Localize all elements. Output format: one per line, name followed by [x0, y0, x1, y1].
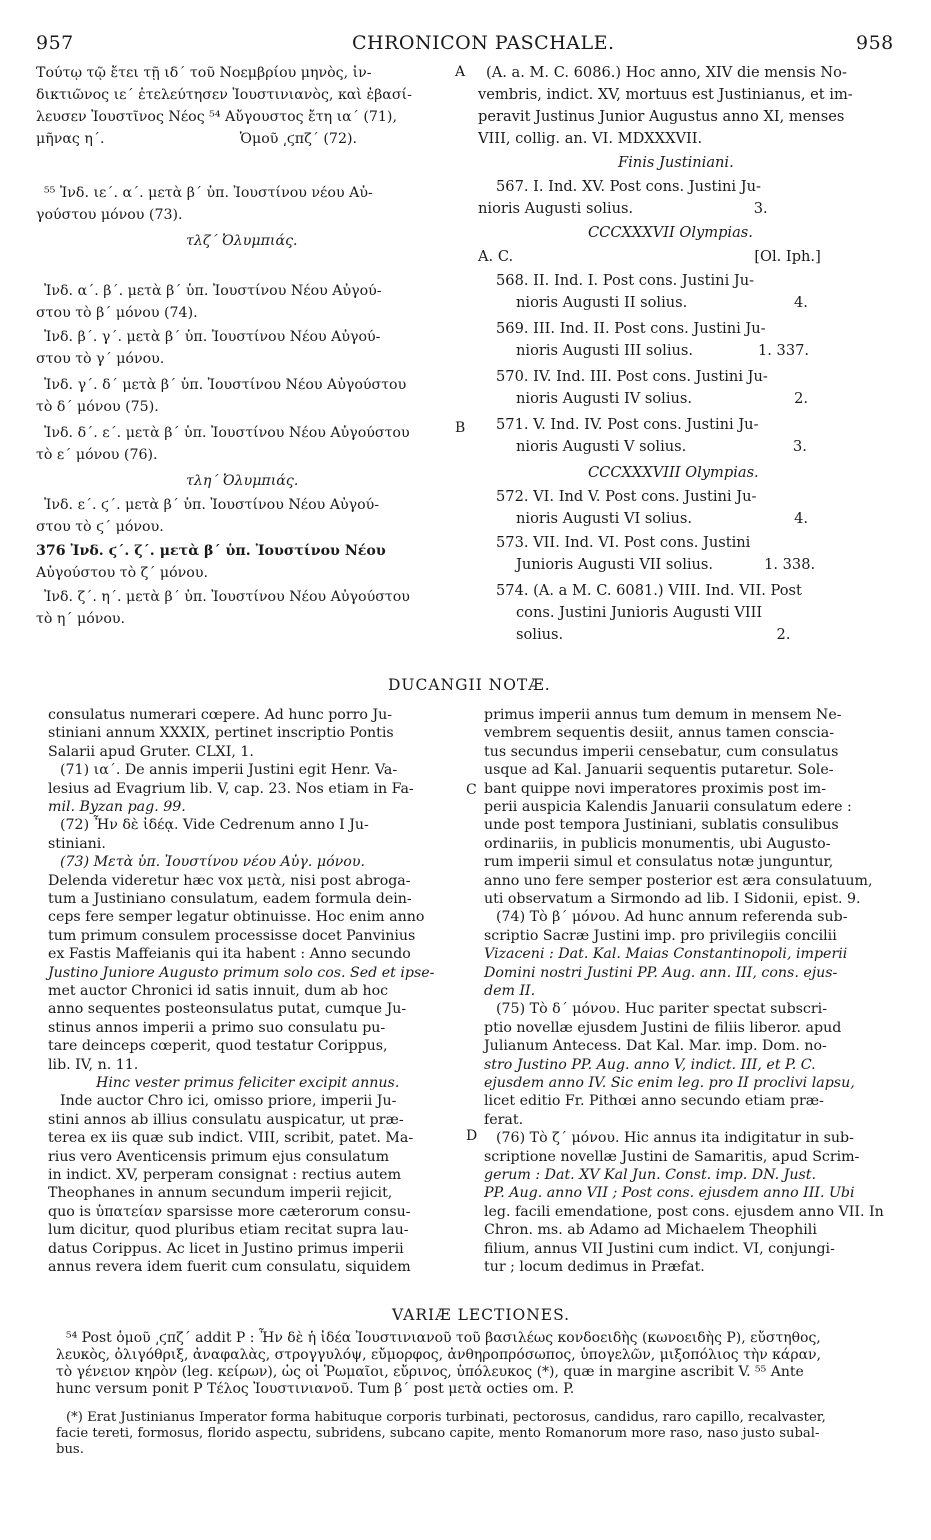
note-line: mil. Byzan pag. 99. [48, 799, 186, 815]
olympiad-heading: CCCXXXVIII Olympias. [588, 464, 759, 481]
greek-line: Αὐγούστου τὸ ζ΄ μόνου. [36, 565, 208, 581]
footnote [56, 1410, 904, 1466]
page-number-left: 957 [36, 32, 74, 54]
note-line: ordinariis, in publicis monumentis, ubi Augusto- [484, 835, 831, 852]
greek-line: ⁵⁵ Ἰνδ. ιε΄. α΄. μετὰ β΄ ὑπ. Ἰουστίνου νέου Αὐ- [44, 185, 373, 201]
note-line: tum primum consulem processisse docet Panvinius [48, 927, 416, 944]
note-line: Chron. ms. ab Adamo ad Michaelem Theophili [484, 1222, 817, 1239]
latin-line: nioris Augusti solius. 3. [478, 200, 768, 217]
latin-line: A. C. [Ol. Iph.] [478, 248, 821, 265]
page-number-right: 958 [856, 32, 894, 54]
notes-right-column [484, 706, 896, 1286]
greek-line: στου τὸ ϛ΄ μόνου. [36, 519, 164, 535]
note-line: Inde auctor Chro ici, omisso priore, imperii Ju- [60, 1093, 397, 1110]
greek-line: δικτιῶνος ιε΄ ἐτελεύτησεν Ἰουστινιανὸς, καὶ ἐβασί- [36, 87, 412, 103]
margin-letter-a: A [455, 64, 466, 80]
latin-line: cons. Justini Junioris Augusti VIII [516, 604, 763, 621]
note-line: anno sequentes posteonsulatus putat, cumque Ju- [48, 1001, 407, 1018]
note-line: stro Justino PP. Aug. anno V, indict. III, et P. C. [484, 1056, 816, 1073]
olympiad-heading: CCCXXXVII Olympias. [588, 224, 753, 241]
note-line: Justino Juniore Augusto primum solo cos. Sed et ipse- [48, 964, 435, 981]
latin-line: nioris Augusti II solius. 4. [516, 294, 808, 311]
greek-line: Ἰνδ. ε΄. ϛ΄. μετὰ β΄ ὑπ. Ἰουστίνου Νέου Αὐγού- [44, 497, 380, 513]
note-line: uti observatum a Sirmondo ad lib. I Sidonii, epist. 9. [484, 891, 861, 907]
note-line: bant quippe novi imperatores proximis post im- [484, 780, 827, 797]
running-title: CHRONICON PASCHALE. [352, 32, 615, 54]
margin-letter-c: C [466, 782, 477, 798]
note-line: unde post tempora Justiniani, sublatis consulibus [484, 817, 839, 834]
latin-column [478, 62, 898, 662]
note-line: met auctor Chronici id satis innuit, dum ab hoc [48, 983, 389, 999]
notes-left-column [48, 706, 460, 1286]
note-line: Vizaceni : Dat. Kal. Maias Constantinopoli, imperii [484, 946, 848, 963]
note-line: Hinc vester primus feliciter excipit annus. [96, 1075, 400, 1091]
note-line: Julianum Antecess. Dat Kal. Mar. imp. Dom. no- [484, 1038, 827, 1055]
note-line: Salarii apud Gruter. CLXI, 1. [48, 743, 254, 760]
greek-line: μῆνας η΄. Ὁμοῦ ͵ϛπζ΄ (72). [36, 131, 358, 147]
latin-line: nioris Augusti III solius. 1. 337. [516, 342, 810, 359]
latin-line: (A. a. M. C. 6086.) Hoc anno, XIV die mensis No- [486, 64, 847, 81]
note-line: usque ad Kal. Januarii sequentis putaretur. Sole- [484, 762, 834, 779]
latin-line: solius. 2. [516, 626, 791, 643]
greek-line: Ἰνδ. δ΄. ε΄. μετὰ β΄ ὑπ. Ἰουστίνου Νέου Αὐγούστου [44, 425, 410, 441]
olympiad-heading: τλζ΄ Ὀλυμπιάς. [186, 233, 298, 249]
note-line: tus secundus imperii censebatur, cum consulatus [484, 743, 839, 760]
note-line: (76) Τὸ ζ΄ μόνου. Hic annus ita indigitatur in sub- [496, 1130, 854, 1147]
greek-line: τὸ δ΄ μόνου (75). [36, 399, 159, 415]
note-line: filium, annus VII Justini cum indict. VI, conjungi- [484, 1240, 835, 1257]
variae-line: τὸ γένειον κηρὸν (leg. κείρων), ὡς οἱ Ῥωμαῖοι, εὔρινος, ὑπόλευκος (*), quæ in margine ascribit V. ⁵⁵ Ante [56, 1364, 804, 1380]
note-line: dem II. [484, 983, 536, 999]
latin-line: 570. IV. Ind. III. Post cons. Justini Ju- [496, 368, 768, 385]
greek-line: τὸ ε΄ μόνου (76). [36, 447, 158, 463]
note-line: tur ; locum dedimus in Præfat. [484, 1259, 705, 1275]
olympiad-heading: τλη΄ Ὀλυμπιάς. [186, 473, 299, 489]
note-line: consulatus numerari cœpere. Ad hunc porro Ju- [48, 707, 393, 723]
variae-line: hunc versum ponit P Τέλος Ἰουστινιανοῦ. Tum β΄ post μετὰ octies om. P. [56, 1381, 575, 1397]
note-line: stiniani. [48, 835, 106, 852]
note-line: anno uno fere semper posterior est æra consulatuum, [484, 872, 873, 889]
variae-line: λευκὸς, ὀλιγόθριξ, ἀναφαλὰς, στρογγυλόψ, εὔμορφος, ἀνθηροπρόσωπος, ὑπογελῶν, μιξοπόλιος τὴν κάραν, [56, 1347, 822, 1363]
note-line: Domini nostri Justini PP. Aug. ann. III, cons. ejus- [484, 964, 838, 981]
note-line: (75) Τὸ δ΄ μόνου. Huc pariter spectat subscri- [496, 1001, 827, 1018]
latin-line: 572. VI. Ind V. Post cons. Justini Ju- [496, 488, 757, 505]
note-line: tare deinceps cœperit, quod testatur Corippus, [48, 1038, 388, 1055]
latin-line: nioris Augusti VI solius. 4. [516, 510, 809, 527]
latin-line: 571. V. Ind. IV. Post cons. Justini Ju- [496, 416, 759, 433]
note-line: vembrem sequentis desiit, annus tamen conscia- [484, 725, 835, 742]
note-line: lum dicitur, quod pluribus etiam recitat supra lau- [48, 1222, 409, 1239]
greek-line: Ἰνδ. β΄. γ΄. μετὰ β΄ ὑπ. Ἰουστίνου Νέου Αὐγού- [44, 329, 381, 345]
note-line: terea ex iis quæ sub indict. VIII, scribit, patet. Ma- [48, 1130, 414, 1147]
latin-line: 573. VII. Ind. VI. Post cons. Justini [496, 534, 751, 551]
note-line: leg. facili emendatione, post cons. ejusdem anno VII. In [484, 1203, 884, 1220]
note-line: stinus annos imperii a primo suo consulatu pu- [48, 1019, 386, 1036]
greek-line: Ἰνδ. α΄. β΄. μετὰ β΄ ὑπ. Ἰουστίνου Νέου Αὐγού- [44, 283, 382, 299]
note-line: PP. Aug. anno VII ; Post cons. ejusdem anno III. Ubi [484, 1185, 855, 1202]
note-line: gerum : Dat. XV Kal Jun. Const. imp. DN. Just. [484, 1167, 816, 1183]
footnote-line: (*) Erat Justinianus Imperator forma habituque corporis turbinati, pectorosus, candidus, raro capillo, recalvaster, [66, 1410, 826, 1425]
greek-line: στου τὸ β΄ μόνου (74). [36, 305, 198, 321]
note-line: ptio novellæ ejusdem Justini de filiis liberor. apud [484, 1019, 842, 1036]
footnote-line: bus. [56, 1442, 84, 1457]
note-line: rius vero Aventicensis primum ejus consulatum [48, 1148, 390, 1165]
greek-column [36, 62, 456, 662]
note-line: rum imperii simul et consulatus notæ junguntur, [484, 854, 834, 871]
latin-line: 568. II. Ind. I. Post cons. Justini Ju- [496, 272, 755, 289]
note-line: ex Fastis Maffeianis qui ita habent : Anno secundo [48, 946, 411, 963]
note-line: scriptio Sacræ Justini imp. pro privilegiis concilii [484, 927, 837, 944]
note-line: datus Corippus. Ac licet in Justino primus imperii [48, 1240, 404, 1257]
latin-line: peravit Justinus Junior Augustus anno XI, menses [478, 108, 845, 125]
margin-letter-b: B [455, 420, 466, 436]
note-line: (73) Μετὰ ὑπ. Ἰουστίνου νέου Αὐγ. μόνου. [60, 854, 365, 871]
variae-block [56, 1330, 904, 1410]
note-line: stini annos ab illius consulatu auspicatur, ut præ- [48, 1111, 404, 1128]
note-line: licet editio Fr. Pithœi anno secundo etiam præ- [484, 1093, 824, 1110]
note-line: (74) Τὸ β΄ μόνου. Ad hunc annum referenda sub- [496, 909, 848, 926]
note-line: scriptione novellæ Justini de Samaritis, apud Scrim- [484, 1148, 860, 1165]
latin-line: Junioris Augusti VII solius. 1. 338. [516, 556, 816, 573]
greek-line: Τούτῳ τῷ ἔτει τῇ ιδ΄ τοῦ Νοεμβρίου μηνὸς, ἰν- [36, 65, 372, 81]
note-line: tum a Justiniano consulatum, eadem formula dein- [48, 891, 412, 907]
greek-line: 376 Ἰνδ. ϛ΄. ζ΄. μετὰ β΄ ὑπ. Ἰουστίνου Νέου [36, 543, 386, 559]
note-line: quo is ὑπατείαν sparsisse more cæterorum consu- [48, 1203, 411, 1220]
greek-line: γούστου μόνου (73). [36, 207, 183, 223]
greek-line: Ἰνδ. ζ΄. η΄. μετὰ β΄ ὑπ. Ἰουστίνου Νέου Αὐγούστου [44, 589, 410, 605]
note-line: perii auspicia Kalendis Januarii consulatum edere : [484, 799, 852, 815]
note-line: (71) ια΄. De annis imperii Justini egit Henr. Va- [60, 762, 398, 779]
note-line: annus revera idem fuerit cum consulatu, siquidem [48, 1259, 411, 1275]
greek-line: στου τὸ γ΄ μόνου. [36, 351, 165, 367]
note-line: in indict. XV, perperam consignat : rectius autem [48, 1167, 402, 1183]
latin-line: nioris Augusti IV solius. 2. [516, 390, 809, 407]
note-line: ejusdem anno IV. Sic enim leg. pro II proclivi lapsu, [484, 1075, 855, 1091]
note-line: Theophanes in annum secundum imperii rejicit, [48, 1185, 393, 1202]
note-line: (72) Ἦν δὲ ἰδέᾳ. Vide Cedrenum anno I Ju- [60, 817, 369, 834]
note-line: stiniani annum XXXIX, pertinet inscriptio Pontis [48, 725, 394, 742]
latin-line: 567. I. Ind. XV. Post cons. Justini Ju- [496, 178, 761, 195]
greek-line: Ἰνδ. γ΄. δ΄ μετὰ β΄ ὑπ. Ἰουστίνου Νέου Αὐγούστου [44, 377, 407, 393]
latin-line: nioris Augusti V solius. 3. [516, 438, 807, 455]
latin-line: 569. III. Ind. II. Post cons. Justini Ju- [496, 320, 766, 337]
note-line: lib. IV, n. 11. [48, 1056, 139, 1073]
latin-line: 574. (A. a M. C. 6081.) VIII. Ind. VII. Post [496, 582, 802, 599]
latin-line: vembris, indict. XV, mortuus est Justinianus, et im- [478, 86, 853, 103]
note-line: lesius ad Evagrium lib. V, cap. 23. Nos etiam in Fa- [48, 780, 414, 797]
greek-line: τὸ η΄ μόνου. [36, 611, 126, 627]
latin-heading: Finis Justiniani. [618, 154, 734, 171]
margin-letter-d: D [466, 1128, 478, 1144]
variae-heading: VARIÆ LECTIONES. [392, 1306, 571, 1324]
note-line: Delenda videretur hæc vox μετὰ, nisi post abroga- [48, 872, 411, 889]
greek-line: λευσεν Ἰουστῖνος Νέος ⁵⁴ Αὔγουστος ἔτη ια΄ (71), [36, 109, 397, 125]
note-line: ferat. [484, 1111, 524, 1128]
note-line: primus imperii annus tum demum in mensem Ne- [484, 707, 842, 723]
notes-heading: DUCANGII NOTÆ. [388, 676, 551, 694]
note-line: ceps fere semper legatur obtinuisse. Hoc enim anno [48, 909, 425, 926]
latin-line: VIII, collig. an. VI. MDXXXVII. [478, 130, 703, 147]
footnote-line: facie tereti, formosus, florido aspectu, subridens, subcano capite, mento Romanorum more raso, naso justo subal- [56, 1426, 820, 1441]
variae-line: ⁵⁴ Post ὁμοῦ ͵ϛπζ΄ addit P : Ἦν δὲ ἡ ἰδέα Ἰουστινιανοῦ τοῦ βασιλέως κονδοειδὴς (κωνοειδὴς P), εὔστηθος, [66, 1330, 821, 1346]
